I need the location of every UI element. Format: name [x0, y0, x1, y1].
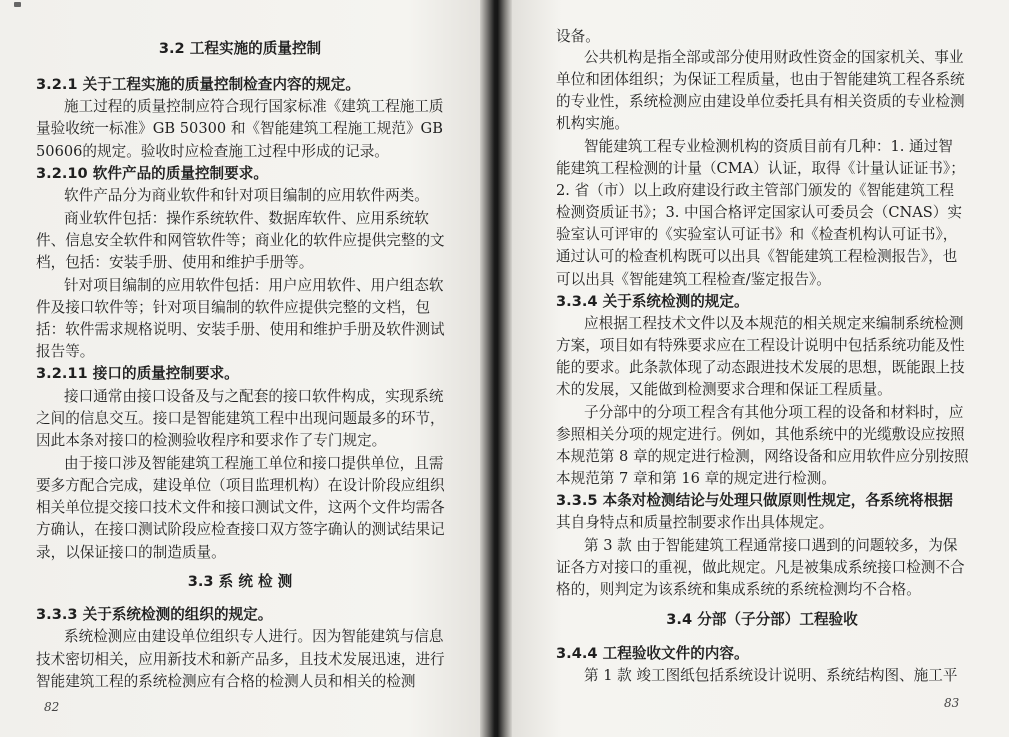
text-line: 公共机构是指全部或部分使用财政性资金的国家机关、事业 [584, 49, 964, 66]
text-line: 接口通常由接口设备及与之配套的接口软件构成，实现系统 [64, 388, 444, 405]
text-line: 术的发展，又能做到检测要求合理和保证工程质量。 [556, 381, 892, 398]
text-line: 因此本条对接口的检测验收程序和要求作了专门规定。 [36, 432, 387, 449]
text-line: 50606的规定。验收时应检查施工过程中形成的记录。 [36, 143, 389, 160]
clause-heading: 3.2.10 软件产品的质量控制要求。 [36, 165, 268, 182]
clause-heading: 3.3.5 本条对检测结论与处理只做原则性规定，各系统将根据 [556, 492, 953, 509]
left-page [0, 0, 480, 737]
text-line: 参照相关分项的规定进行。例如，其他系统中的光缆敷设应按照 [556, 426, 965, 443]
text-line: 档，包括：安装手册、使用和维护手册等。 [36, 254, 314, 271]
text-line: 量验收统一标准》GB 50300 和《智能建筑工程施工规范》GB [36, 120, 443, 137]
text-line: 报告等。 [36, 343, 95, 360]
text-line: 其自身特点和质量控制要求作出具体规定。 [556, 514, 834, 531]
text-line: 施工过程的质量控制应符合现行国家标准《建筑工程施工质 [64, 98, 444, 115]
text-line: 相关单位提交接口技术文件和接口测试文件，这两个文件均需各 [36, 499, 445, 516]
page-number: 82 [44, 700, 60, 714]
clause-heading: 3.2.11 接口的质量控制要求。 [36, 365, 239, 382]
text-line: 由于接口涉及智能建筑工程施工单位和接口提供单位，且需 [64, 455, 444, 472]
text-line: 要多方配合完成，建设单位（项目监理机构）在设计阶段应组织 [36, 477, 445, 494]
section-heading: 3.2 工程实施的质量控制 [158, 40, 322, 57]
clause-heading: 3.4.4 工程验收文件的内容。 [556, 645, 749, 662]
book-gutter [480, 0, 512, 737]
text-line: 第 3 款 由于智能建筑工程通常接口遇到的问题较多，为保 [584, 537, 958, 554]
text-line: 2. 省（市）以上政府建设行政主管部门颁发的《智能建筑工程 [556, 182, 955, 199]
text-line: 针对项目编制的应用软件包括：用户应用软件、用户组态软 [64, 277, 444, 294]
text-line: 件、信息安全软件和网管软件等；商业化的软件应提供完整的文 [36, 232, 445, 249]
text-line: 录，以保证接口的制造质量。 [36, 544, 226, 561]
text-line: 能建筑工程检测的计量（CMA）认证，取得《计量认证证书》； [556, 160, 965, 177]
text-line: 证各方对接口的重视，做此规定。凡是被集成系统接口检测不合 [556, 559, 965, 576]
text-line: 本规范第 7 章和第 16 章的规定进行检测。 [556, 470, 836, 487]
text-line: 机构实施。 [556, 115, 629, 132]
text-line: 件及接口软件等；针对项目编制的软件应提供完整的文档，包 [36, 299, 431, 316]
text-line: 验室认可评审的《实验室认可证书》和《检查机构认可证书》， [556, 226, 958, 243]
text-line: 检测资质证书》；3. 中国合格评定国家认可委员会（CNAS）实 [556, 204, 962, 221]
clause-heading: 3.2.1 关于工程实施的质量控制检查内容的规定。 [36, 76, 360, 93]
text-line: 技术密切相关，应用新技术和新产品多，且技术发展迅速，进行 [36, 651, 445, 668]
section-heading: 3.4 分部（子分部）工程验收 [666, 611, 858, 628]
text-line: 格的，则判定为该系统和集成系统的系统检测均不合格。 [556, 581, 921, 598]
text-line: 智能建筑工程的系统检测应有合格的检测人员和相关的检测 [36, 673, 416, 690]
text-line: 智能建筑工程专业检测机构的资质目前有几种：1. 通过智 [584, 138, 953, 155]
clause-heading: 3.3.3 关于系统检测的组织的规定。 [36, 606, 273, 623]
text-line: 能的要求。此条款体现了动态跟进技术发展的思想，既能跟上技 [556, 359, 965, 376]
right-page [512, 0, 1009, 737]
text-line: 方案，项目如有特殊要求应在工程设计说明中包括系统功能及性 [556, 337, 965, 354]
section-heading: 3.3 系 统 检 测 [187, 573, 293, 590]
text-line: 应根据工程技术文件以及本规范的相关规定来编制系统检测 [584, 315, 964, 332]
scan-speck [14, 2, 21, 7]
text-line: 的专业性，系统检测应由建设单位委托具有相关资质的专业检测 [556, 93, 965, 110]
text-line: 单位和团体组织；为保证工程质量，也由于智能建筑工程各系统 [556, 71, 965, 88]
text-line: 通过认可的检查机构既可以出具《智能建筑工程检测报告》，也 [556, 248, 958, 265]
page-number: 83 [944, 696, 960, 710]
text-line: 可以出具《智能建筑工程检查/鉴定报告》。 [556, 271, 831, 288]
text-line: 子分部中的分项工程含有其他分项工程的设备和材料时，应 [584, 404, 964, 421]
clause-heading: 3.3.4 关于系统检测的规定。 [556, 293, 749, 310]
text-line: 软件产品分为商业软件和针对项目编制的应用软件两类。 [64, 187, 429, 204]
text-line: 本规范第 8 章的规定进行检测，网络设备和应用软件应分别按照 [556, 448, 969, 465]
text-line: 商业软件包括：操作系统软件、数据库软件、应用系统软 [64, 210, 429, 227]
text-line: 方确认，在接口测试阶段应检查接口双方签字确认的测试结果记 [36, 521, 445, 538]
text-line: 之间的信息交互。接口是智能建筑工程中出现问题最多的环节， [36, 410, 445, 427]
text-line: 设备。 [556, 28, 600, 45]
text-line: 系统检测应由建设单位组织专人进行。因为智能建筑与信息 [64, 628, 444, 645]
text-line: 第 1 款 竣工图纸包括系统设计说明、系统结构图、施工平 [584, 667, 958, 684]
text-line: 括：软件需求规格说明、安装手册、使用和维护手册及软件测试 [36, 321, 445, 338]
